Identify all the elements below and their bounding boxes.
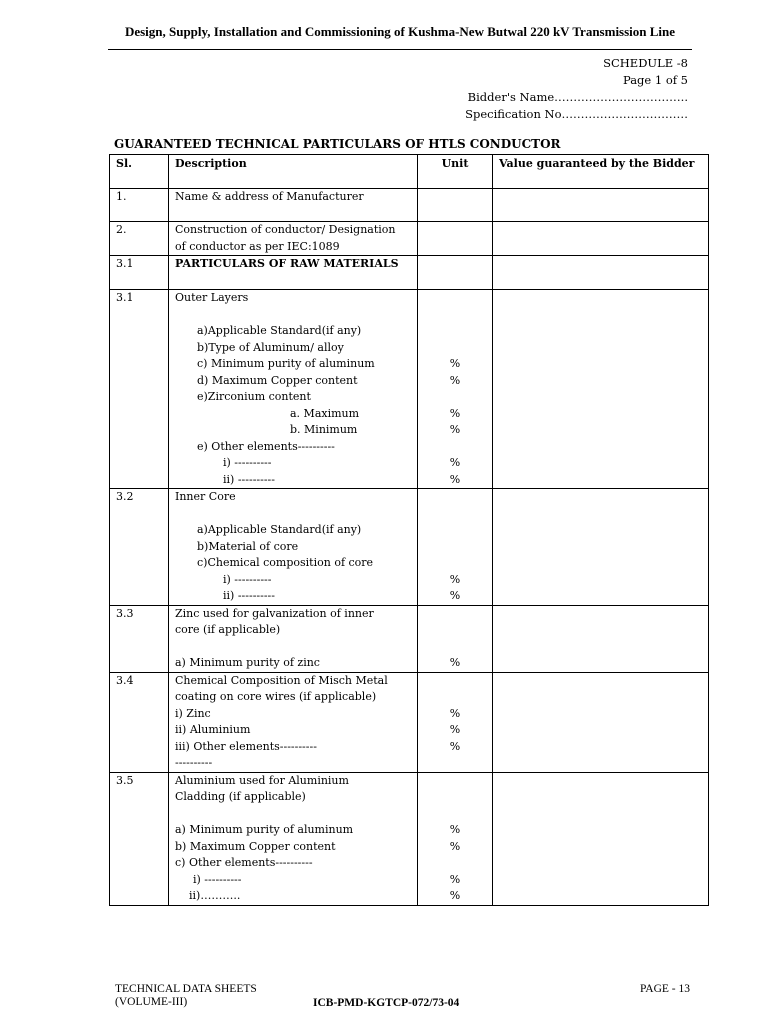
bidders-name-line: Bidder's Name…………………………….. bbox=[467, 90, 688, 104]
table-row bbox=[110, 290, 709, 489]
unit-value bbox=[418, 855, 492, 872]
description-line: i) Zinc bbox=[175, 706, 211, 720]
description-line: ---------- bbox=[175, 756, 213, 769]
description-line bbox=[175, 806, 417, 823]
description-line: b) Maximum Copper content bbox=[175, 839, 336, 853]
bidder-value-cell[interactable] bbox=[493, 772, 709, 905]
unit-value bbox=[418, 789, 492, 806]
unit-value bbox=[418, 290, 492, 307]
bidder-value-cell[interactable] bbox=[493, 672, 709, 772]
bidder-value-cell[interactable] bbox=[493, 189, 709, 222]
description-line: i) ---------- bbox=[223, 572, 272, 586]
description-line: b)Type of Aluminum/ alloy bbox=[197, 340, 344, 354]
description-line: Inner Core bbox=[175, 490, 236, 503]
description-line: a) Minimum purity of zinc bbox=[175, 656, 320, 669]
description-line: Name & address of Manufacturer bbox=[175, 190, 364, 203]
bidder-value-cell[interactable] bbox=[493, 290, 709, 489]
serial-number: 3.4 bbox=[116, 673, 134, 687]
unit-value bbox=[418, 273, 492, 290]
unit-value: % bbox=[449, 456, 461, 469]
row-serial bbox=[110, 672, 169, 772]
unit-value: % bbox=[449, 589, 461, 602]
unit-value: % bbox=[449, 472, 461, 486]
description-line bbox=[175, 273, 417, 290]
row-description bbox=[169, 189, 418, 222]
page-header: Design, Supply, Installation and Commissioning of Kushma-New Butwal 220 kV Transmission Line bbox=[108, 24, 692, 50]
serial-number: 3.3 bbox=[116, 606, 134, 620]
unit-value bbox=[418, 222, 492, 239]
row-serial bbox=[110, 605, 169, 672]
row-unit bbox=[418, 189, 493, 222]
description-line: coating on core wires (if applicable) bbox=[175, 690, 377, 703]
description-line: c) Minimum purity of aluminum bbox=[197, 357, 375, 370]
table-row bbox=[110, 489, 709, 606]
row-unit bbox=[418, 605, 493, 672]
specification-no-line: Specification No…………………………… bbox=[465, 107, 688, 121]
description-line: ii) ---------- bbox=[223, 472, 275, 486]
description-line bbox=[175, 506, 417, 523]
footer-data-sheets: TECHNICAL DATA SHEETS bbox=[115, 983, 257, 995]
unit-value bbox=[418, 555, 492, 572]
header-value: Value guaranteed by the Bidder bbox=[493, 155, 709, 189]
description-line: Cladding (if applicable) bbox=[175, 790, 306, 803]
row-serial bbox=[110, 489, 169, 606]
unit-value bbox=[418, 806, 492, 823]
row-description bbox=[169, 256, 418, 290]
description-line: ii)……….. bbox=[189, 889, 241, 902]
table-row bbox=[110, 189, 709, 222]
unit-value bbox=[418, 323, 492, 340]
bidder-value-cell[interactable] bbox=[493, 489, 709, 606]
table-header-row bbox=[110, 155, 709, 189]
footer-volume: (VOLUME-III) bbox=[115, 996, 188, 1008]
table-row bbox=[110, 672, 709, 772]
row-unit bbox=[418, 290, 493, 489]
description-line: Construction of conductor/ Designation bbox=[175, 223, 396, 236]
description-line: c)Chemical composition of core bbox=[197, 556, 374, 569]
row-serial bbox=[110, 189, 169, 222]
description-line: e) Other elements---------- bbox=[197, 439, 335, 453]
description-line bbox=[175, 639, 417, 656]
description-line: ii) ---------- bbox=[223, 589, 275, 602]
unit-value: % bbox=[449, 656, 461, 669]
description-line: c) Other elements---------- bbox=[175, 856, 313, 869]
row-serial bbox=[110, 256, 169, 290]
document-title: GUARANTEED TECHNICAL PARTICULARS OF HTLS CONDUCTOR bbox=[114, 137, 561, 151]
description-line: Zinc used for galvanization of inner bbox=[175, 606, 374, 620]
description-line: core (if applicable) bbox=[175, 623, 281, 636]
description-line: a)Applicable Standard(if any) bbox=[197, 324, 362, 337]
serial-number: 3.1 bbox=[116, 257, 134, 270]
unit-value bbox=[418, 239, 492, 256]
header-description: Description bbox=[169, 155, 418, 189]
row-description bbox=[169, 605, 418, 672]
unit-value bbox=[418, 340, 492, 357]
page-count: Page 1 of 5 bbox=[622, 73, 688, 87]
serial-number: 3.1 bbox=[116, 291, 134, 304]
schedule-number: SCHEDULE -8 bbox=[603, 56, 688, 70]
description-line: b)Material of core bbox=[197, 539, 299, 553]
unit-value bbox=[418, 673, 492, 690]
description-line: a)Applicable Standard(if any) bbox=[197, 523, 362, 536]
unit-value: % bbox=[449, 839, 461, 853]
description-line: Outer Layers bbox=[175, 291, 249, 304]
unit-value bbox=[418, 522, 492, 539]
unit-value bbox=[418, 189, 492, 206]
unit-value bbox=[418, 439, 492, 456]
unit-value: % bbox=[449, 823, 461, 836]
unit-value: % bbox=[449, 423, 461, 436]
table-row bbox=[110, 772, 709, 905]
description-line: i) ---------- bbox=[223, 456, 272, 469]
description-line: e)Zirconium content bbox=[197, 390, 311, 403]
description-line: Chemical Composition of Misch Metal bbox=[175, 673, 388, 687]
description-line: ii) Aluminium bbox=[175, 723, 251, 736]
serial-number: 3.2 bbox=[116, 490, 134, 503]
unit-value: % bbox=[449, 739, 461, 753]
unit-value bbox=[418, 606, 492, 623]
unit-value: % bbox=[449, 706, 461, 720]
bidder-value-cell[interactable] bbox=[493, 222, 709, 256]
row-unit bbox=[418, 222, 493, 256]
row-description bbox=[169, 290, 418, 489]
description-line: b. Minimum bbox=[290, 423, 358, 436]
serial-number: 3.5 bbox=[116, 773, 134, 787]
serial-number: 1. bbox=[116, 190, 127, 203]
unit-value bbox=[418, 773, 492, 790]
unit-value bbox=[418, 755, 492, 772]
unit-value bbox=[418, 307, 492, 324]
footer-document-code: ICB-PMD-KGTCP-072/73-04 bbox=[313, 997, 460, 1009]
unit-value bbox=[418, 256, 492, 273]
header-sl: Sl. bbox=[110, 155, 169, 189]
table-body bbox=[110, 189, 709, 906]
unit-value bbox=[418, 639, 492, 656]
header-unit: Unit bbox=[418, 155, 493, 189]
unit-value: % bbox=[449, 872, 461, 886]
row-serial bbox=[110, 772, 169, 905]
description-line: d) Maximum Copper content bbox=[197, 373, 358, 387]
unit-value bbox=[418, 489, 492, 506]
unit-value: % bbox=[449, 889, 461, 902]
description-line: a) Minimum purity of aluminum bbox=[175, 823, 354, 836]
row-description bbox=[169, 489, 418, 606]
description-line bbox=[175, 307, 417, 324]
row-unit bbox=[418, 489, 493, 606]
bidder-value-cell[interactable] bbox=[493, 605, 709, 672]
description-line: a. Maximum bbox=[290, 406, 360, 420]
unit-value: % bbox=[449, 572, 461, 586]
description-line: Aluminium used for Aluminium bbox=[175, 773, 349, 787]
row-unit bbox=[418, 256, 493, 290]
row-serial bbox=[110, 290, 169, 489]
description-line: of conductor as per IEC:1089 bbox=[175, 239, 340, 253]
row-description bbox=[169, 672, 418, 772]
bidder-value-cell[interactable] bbox=[493, 256, 709, 290]
unit-value bbox=[418, 506, 492, 523]
row-description bbox=[169, 222, 418, 256]
unit-value bbox=[418, 689, 492, 706]
table-row bbox=[110, 256, 709, 290]
unit-value: % bbox=[449, 373, 461, 387]
unit-value: % bbox=[449, 357, 461, 370]
description-line: i) ---------- bbox=[193, 872, 242, 886]
description-line: PARTICULARS OF RAW MATERIALS bbox=[175, 257, 399, 270]
table-row bbox=[110, 605, 709, 672]
row-description bbox=[169, 772, 418, 905]
table-row bbox=[110, 222, 709, 256]
unit-value bbox=[418, 539, 492, 556]
technical-particulars-table bbox=[109, 154, 709, 906]
footer-page-number: PAGE - 13 bbox=[639, 983, 690, 995]
row-unit bbox=[418, 672, 493, 772]
unit-value bbox=[418, 622, 492, 639]
row-serial bbox=[110, 222, 169, 256]
unit-value: % bbox=[449, 406, 461, 420]
description-line: iii) Other elements---------- bbox=[175, 739, 317, 753]
serial-number: 2. bbox=[116, 223, 127, 236]
row-unit bbox=[418, 772, 493, 905]
unit-value bbox=[418, 389, 492, 406]
unit-value: % bbox=[449, 723, 461, 736]
